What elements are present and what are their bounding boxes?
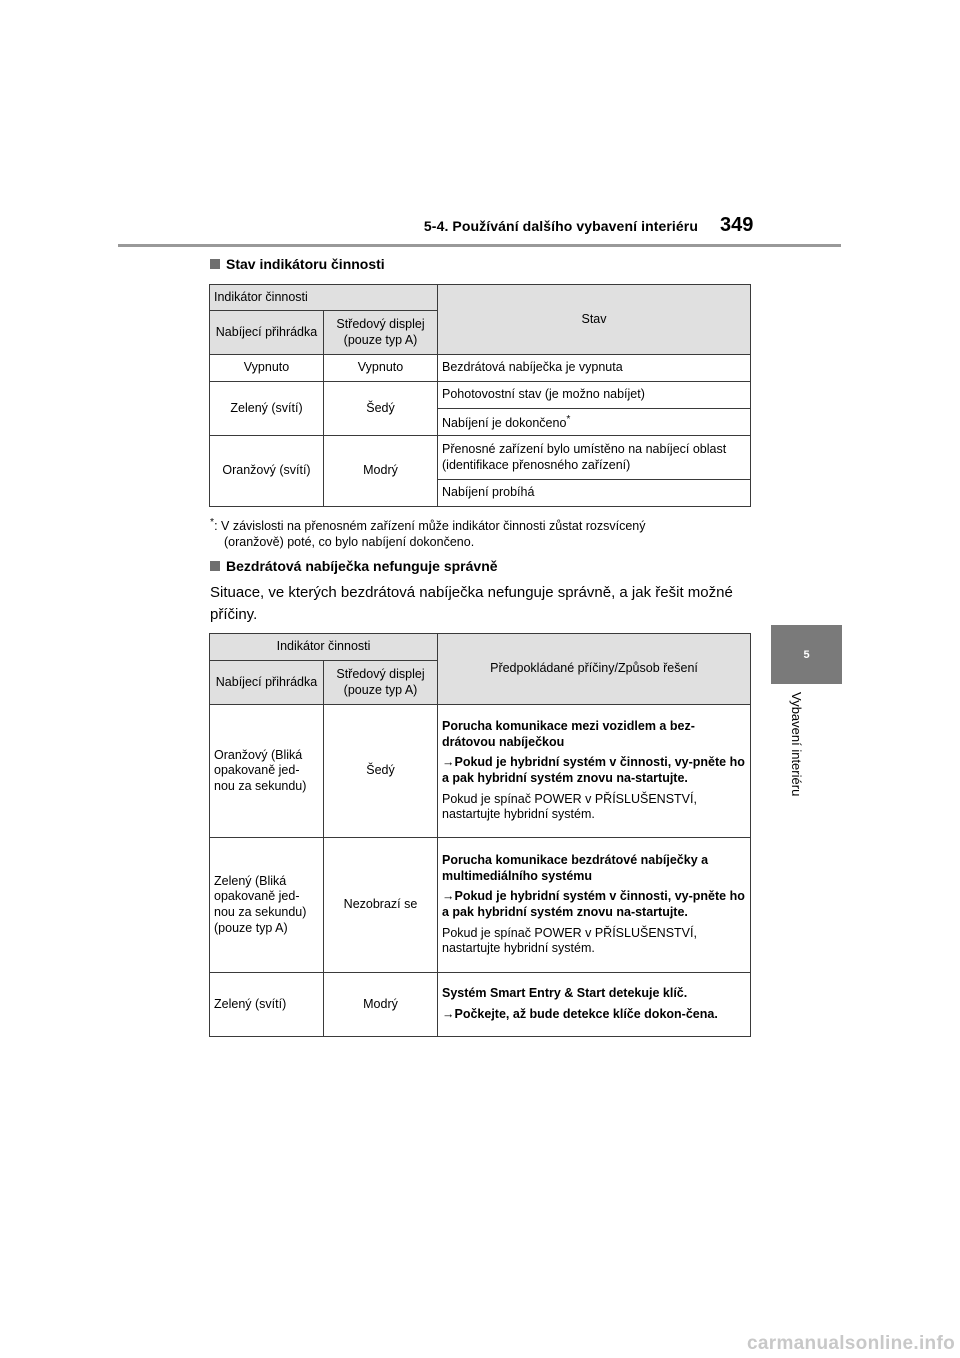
troubleshooting-table [209,633,751,1037]
header-indicator: Indikátor činnosti [210,634,438,661]
footnote-marker: * [566,413,571,425]
header-tray: Nabíjecí přihrádka [210,661,324,705]
cause-text: Porucha komunikace bezdrátové nabíječky a multimediálního systému [442,853,709,883]
chapter-tab [771,625,842,684]
footnote [210,516,750,550]
watermark: carmanualsonline.info [747,1333,955,1354]
cell-state: Přenosné zařízení bylo umístěno na nabíjecí oblast (identifikace přenosného zařízení) [438,436,751,480]
footnote-text: : V závislosti na přenosném zařízení může indikátor činnosti zůstat rozsvícený [214,519,646,534]
cell-state: Bezdrátová nabíječka je vypnuta [438,355,751,382]
header-display: Středový displej (pouze typ A) [324,311,438,355]
cell-display: Nezobrazí se [324,838,438,973]
table-row [210,705,751,838]
cell-cause [438,838,751,973]
status-table [209,284,751,507]
header-tray: Nabíjecí přihrádka [210,311,324,355]
cell-state [438,409,751,436]
table-row [210,382,751,409]
header-display: Středový displej (pouze typ A) [324,661,438,705]
table-row [210,973,751,1037]
section-heading-text: Bezdrátová nabíječka nefunguje správně [226,558,498,574]
cell-cause [438,705,751,838]
cell-tray: Zelený (svítí) [210,973,324,1037]
header-divider [118,244,841,247]
action-text: →Pokud je hybridní systém v činnosti, vy-pněte ho a pak hybridní systém znovu na-startujte. [442,889,745,919]
cause-text: Systém Smart Entry & Start detekuje klíč. [442,986,688,1001]
section-heading-status [210,256,385,272]
intro-paragraph: Situace, ve kterých bezdrátová nabíječka nefunguje správně, a jak řešit možné příčiny. [210,584,733,623]
chapter-label: Vybavení interiéru [789,692,804,797]
state-text: Nabíjení je dokončeno [442,415,567,430]
action-text: →Počkejte, až bude detekce klíče dokon-čena. [442,1007,718,1021]
footnote-text-continued: (oranžově) poté, co bylo nabíjení dokončeno. [224,535,475,550]
table-row [210,436,751,480]
section-heading-text: Stav indikátoru činnosti [226,256,385,272]
note-text: Pokud je spínač POWER v PŘÍSLUŠENSTVÍ, nastartujte hybridní systém. [442,925,697,956]
cell-display: Šedý [324,382,438,436]
square-bullet-icon [210,561,220,571]
cell-cause [438,973,751,1037]
header-indicator: Indikátor činnosti [210,285,438,311]
cell-display: Šedý [324,705,438,838]
cell-display: Modrý [324,973,438,1037]
table-row [210,355,751,382]
cell-tray: Zelený (svítí) [210,382,324,436]
cell-tray: Vypnuto [210,355,324,382]
footnote-marker: * [210,517,215,528]
cell-tray: Oranžový (Bliká opakovaně jed-nou za sekundu) [210,705,324,838]
section-heading-malfunction [210,558,498,574]
cell-tray: Oranžový (svítí) [210,436,324,507]
header-cause: Předpokládané příčiny/Způsob řešení [438,634,751,705]
page-number: 349 [720,214,754,236]
cell-display: Vypnuto [324,355,438,382]
note-text: Pokud je spínač POWER v PŘÍSLUŠENSTVÍ, nastartujte hybridní systém. [442,791,697,822]
table-row [210,838,751,973]
header-state: Stav [438,285,751,355]
square-bullet-icon [210,259,220,269]
cell-tray: Zelený (Bliká opakovaně jed-nou za sekundu) (pouze typ A) [210,838,324,973]
cell-state: Nabíjení probíhá [438,480,751,507]
chapter-number: 5 [803,648,810,661]
cell-state: Pohotovostní stav (je možno nabíjet) [438,382,751,409]
cell-display: Modrý [324,436,438,507]
section-title: 5-4. Používání dalšího vybavení interiéru [423,218,698,234]
cause-text: Porucha komunikace mezi vozidlem a bez-drátovou nabíječkou [442,719,695,749]
action-text: →Pokud je hybridní systém v činnosti, vy-pněte ho a pak hybridní systém znovu na-startujte. [442,755,745,785]
